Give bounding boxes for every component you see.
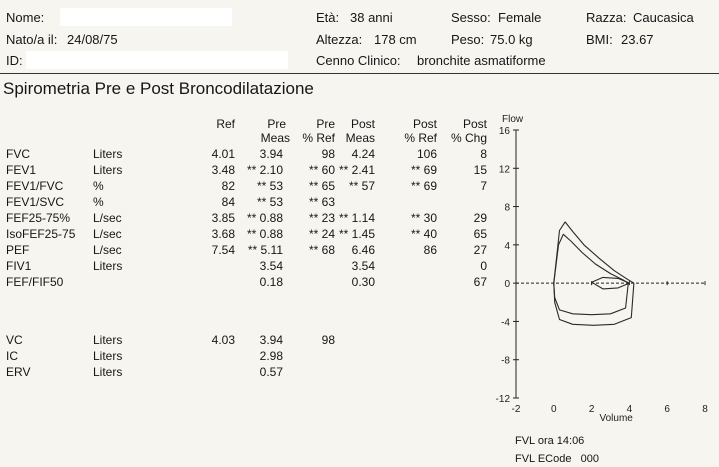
id-label: ID: — [6, 53, 23, 68]
row-pre-meas: 0.18 — [259, 275, 283, 289]
col-post-meas: Meas — [345, 131, 375, 145]
row-unit: Liters — [93, 365, 123, 379]
row-post-ref: ** 30 — [410, 211, 437, 225]
row-pre-ref: 98 — [321, 333, 335, 347]
sesso-value: Female — [498, 10, 542, 25]
row-name: FEV1/SVC — [6, 195, 65, 209]
row-unit: L/sec — [93, 211, 122, 225]
y-tick-label: -8 — [501, 355, 510, 367]
col-pre-meas: Meas — [260, 131, 290, 145]
row-unit: Liters — [93, 349, 123, 363]
row-unit: Liters — [93, 259, 123, 273]
flow-volume-curve — [554, 222, 634, 283]
row-name: VC — [6, 333, 23, 347]
header-divider — [0, 73, 719, 74]
col-post-top: Post — [350, 117, 375, 131]
row-name: FEF25-75% — [6, 211, 71, 225]
row-post-chg: 29 — [473, 211, 487, 225]
row-pre-ref: ** 24 — [308, 227, 335, 241]
row-unit: L/sec — [93, 243, 122, 257]
redacted-id-box — [26, 51, 288, 69]
flow-volume-chart — [480, 108, 719, 430]
x-tick-label: 0 — [551, 404, 557, 415]
row-pre-meas: ** 2.10 — [246, 163, 283, 177]
y-tick-label: -12 — [495, 394, 510, 405]
row-pre-ref: ** 23 — [308, 211, 335, 225]
row-pre-meas: 3.54 — [259, 259, 283, 273]
row-name: FEV1 — [6, 163, 37, 177]
cenno-label: Cenno Clinico: — [316, 53, 401, 68]
row-post-ref: ** 69 — [410, 179, 437, 193]
eta-label: Età: — [316, 10, 340, 25]
razza-value: Caucasica — [633, 10, 694, 25]
row-post-meas: ** 57 — [348, 179, 375, 193]
row-pre-meas: 3.94 — [259, 147, 283, 161]
row-post-chg: 67 — [473, 275, 487, 289]
row-pre-meas: ** 0.88 — [246, 211, 283, 225]
bmi-value: 23.67 — [621, 32, 654, 47]
row-post-meas: 0.30 — [351, 275, 375, 289]
col-post-chg-top: Post — [462, 117, 487, 131]
row-post-ref: ** 69 — [410, 163, 437, 177]
row-name: IsoFEF25-75 — [6, 227, 76, 241]
row-name: FEF/FIF50 — [6, 275, 64, 289]
row-pre-meas: 0.57 — [259, 365, 283, 379]
x-tick-label: 2 — [588, 404, 595, 415]
row-ref: 84 — [221, 195, 235, 209]
row-pre-ref: ** 63 — [308, 195, 335, 209]
x-axis-label: Volume — [599, 413, 633, 424]
y-tick-label: -4 — [501, 317, 510, 329]
row-pre-meas: ** 53 — [256, 179, 283, 193]
flow-volume-curve — [554, 283, 634, 325]
razza-label: Razza: — [586, 10, 627, 25]
row-pre-meas: 2.98 — [259, 349, 283, 363]
fvl-ecode: FVL ECode 000 — [515, 453, 599, 465]
x-tick-label: 6 — [664, 404, 670, 415]
row-unit: Liters — [93, 333, 123, 347]
row-name: FVC — [6, 147, 30, 161]
row-post-chg: 8 — [480, 147, 487, 161]
flow-volume-curve — [554, 234, 629, 283]
x-tick-label: 8 — [702, 404, 708, 415]
altezza-value: 178 cm — [374, 32, 417, 47]
row-post-chg: 27 — [473, 243, 487, 257]
col-pre-ref: % Ref — [302, 131, 335, 145]
row-name: FEV1/FVC — [6, 179, 64, 193]
col-post-chg: % Chg — [450, 131, 487, 145]
row-ref: 82 — [221, 179, 235, 193]
row-unit: Liters — [93, 147, 123, 161]
row-post-meas: 3.54 — [351, 259, 375, 273]
row-post-chg: 0 — [480, 259, 487, 273]
y-axis-label: Flow — [502, 114, 524, 125]
altezza-label: Altezza: — [316, 32, 363, 47]
row-post-chg: 65 — [473, 227, 487, 241]
y-tick-label: 0 — [504, 279, 510, 291]
row-name: ERV — [6, 365, 31, 379]
sesso-label: Sesso: — [451, 10, 491, 25]
col-ref: Ref — [216, 117, 235, 131]
row-post-chg: 7 — [480, 179, 487, 193]
col-pre-top: Pre — [267, 117, 286, 131]
x-tick-label: -2 — [511, 404, 521, 415]
nome-label: Nome: — [6, 10, 45, 25]
row-pre-meas: ** 53 — [256, 195, 283, 209]
row-post-meas: ** 1.45 — [338, 227, 375, 241]
nato-label: Nato/a il: — [6, 32, 58, 47]
row-post-ref: ** 40 — [410, 227, 437, 241]
row-pre-ref: ** 68 — [308, 243, 335, 257]
row-pre-ref: ** 65 — [308, 179, 335, 193]
row-pre-meas: ** 0.88 — [246, 227, 283, 241]
row-post-meas: ** 2.41 — [338, 163, 375, 177]
nato-value: 24/08/75 — [67, 32, 118, 47]
col-post-ref: % Ref — [404, 131, 437, 145]
row-pre-ref: ** 60 — [308, 163, 335, 177]
row-unit: % — [93, 179, 104, 193]
row-post-meas: ** 1.14 — [338, 211, 375, 225]
row-post-meas: 6.46 — [351, 243, 375, 257]
row-unit: % — [93, 195, 104, 209]
row-ref: 3.68 — [211, 227, 235, 241]
peso-value: 75.0 kg — [490, 32, 533, 47]
row-post-ref: 106 — [416, 147, 437, 161]
row-name: PEF — [6, 243, 30, 257]
row-pre-meas: ** 5.11 — [247, 243, 283, 257]
bmi-label: BMI: — [586, 32, 613, 47]
row-name: IC — [6, 349, 18, 363]
row-name: FIV1 — [6, 259, 32, 273]
cenno-value: bronchite asmatiforme — [417, 53, 546, 68]
y-tick-label: 12 — [498, 164, 510, 176]
eta-value: 38 anni — [350, 10, 393, 25]
row-ref: 3.48 — [211, 163, 235, 177]
x-tick-label: 4 — [626, 404, 633, 415]
col-pre-ref-top: Pre — [316, 117, 335, 131]
row-pre-ref: 98 — [321, 147, 335, 161]
report-title: Spirometria Pre e Post Broncodilatazione — [3, 79, 314, 98]
row-unit: L/sec — [93, 227, 122, 241]
peso-label: Peso: — [451, 32, 485, 47]
row-ref: 3.85 — [211, 211, 235, 225]
y-tick-label: 8 — [504, 202, 510, 214]
redacted-name-box — [60, 8, 232, 26]
fvl-time: FVL ora 14:06 — [515, 435, 585, 447]
y-tick-label: 16 — [498, 126, 510, 137]
row-ref: 4.01 — [211, 147, 235, 161]
row-ref: 4.03 — [211, 333, 235, 347]
row-ref: 7.54 — [211, 243, 235, 257]
col-post-ref-top: Post — [412, 117, 437, 131]
row-post-chg: 15 — [473, 163, 487, 177]
row-pre-meas: 3.94 — [259, 333, 283, 347]
row-post-ref: 86 — [423, 243, 437, 257]
row-post-meas: 4.24 — [351, 147, 375, 161]
y-tick-label: 4 — [504, 240, 510, 252]
row-unit: Liters — [93, 163, 123, 177]
